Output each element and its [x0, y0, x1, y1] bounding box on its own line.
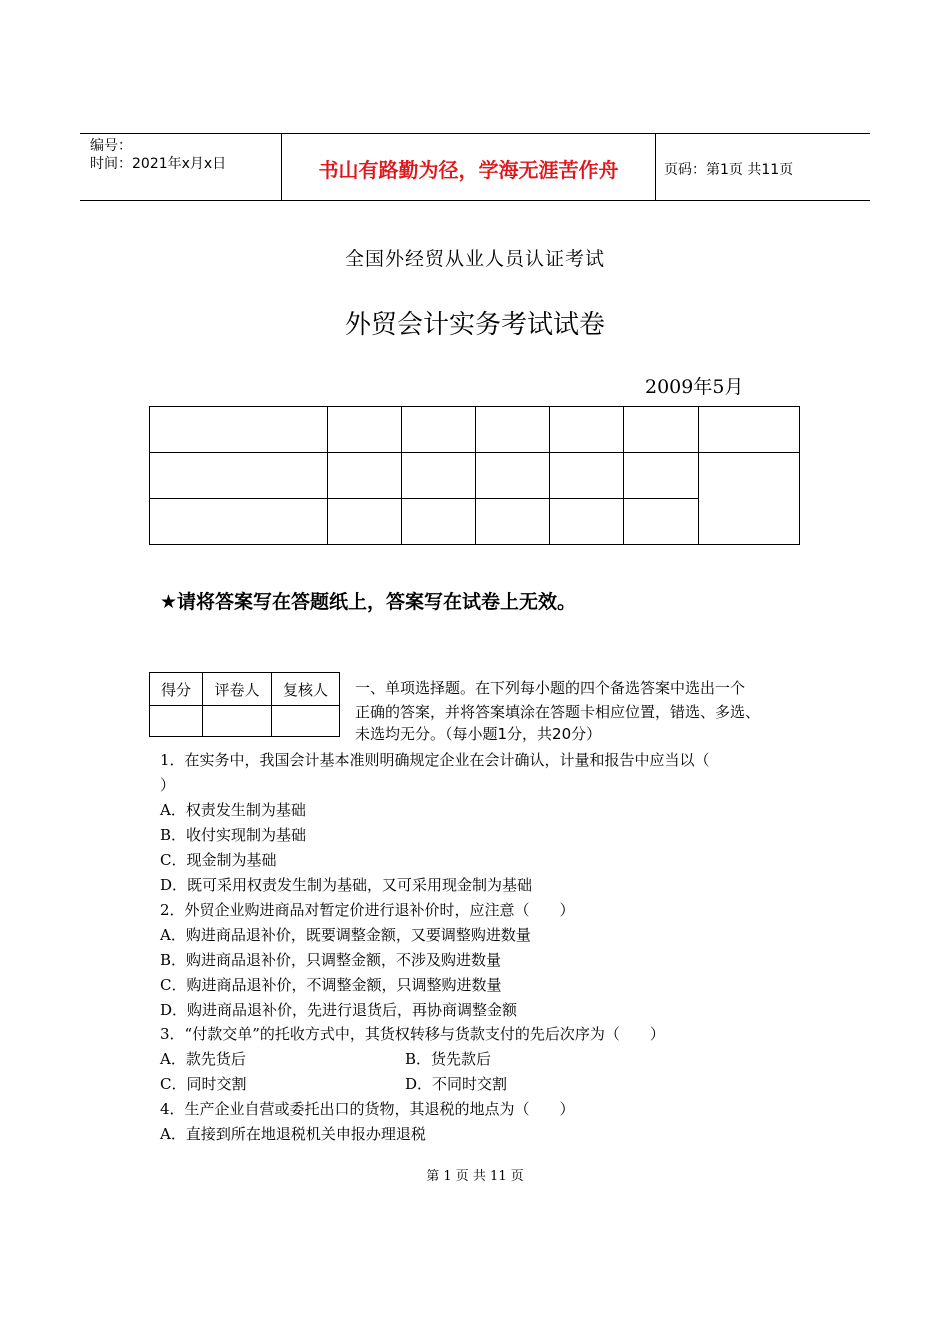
option: C．现金制为基础 [160, 851, 277, 869]
page-footer: 第 1 页 共 11 页 [426, 1169, 524, 1184]
header-meta [90, 137, 226, 173]
grader-score-header: 得分 [150, 673, 203, 706]
question-stem: 2．外贸企业购进商品对暂定价进行退补价时，应注意（ ） [160, 901, 575, 919]
score-cell [150, 407, 328, 453]
score-cell [402, 499, 476, 545]
header-page-info: 页码：第1页 共11页 [664, 162, 794, 178]
option: D．购进商品退补价，先进行退货后，再协商调整金额 [160, 1001, 518, 1019]
exam-date: 2009年5月 [645, 376, 744, 398]
exam-title: 外贸会计实务考试试卷 [344, 310, 605, 340]
option: C．同时交割 [160, 1075, 247, 1093]
header-divider [655, 133, 656, 201]
option: C．购进商品退补价，不调整金额，只调整购进数量 [160, 976, 502, 994]
score-cell [402, 407, 476, 453]
header-motto: 书山有路勤为径，学海无涯苦作舟 [318, 158, 619, 182]
score-cell [328, 453, 402, 499]
option: A．款先货后 [160, 1050, 246, 1068]
option: A．直接到所在地退税机关申报办理退税 [160, 1125, 426, 1143]
option: D．不同时交割 [405, 1075, 508, 1093]
score-cell [624, 453, 699, 499]
grader-score-cell [150, 706, 203, 737]
score-cell [476, 499, 550, 545]
time-label: 时间：2021年x月x日 [90, 156, 227, 172]
score-cell [150, 499, 328, 545]
section-1-line: 一、单项选择题。在下列每小题的四个备选答案中选出一个 [355, 679, 746, 697]
header-top-rule [80, 133, 870, 134]
score-cell [624, 407, 699, 453]
score-cell [624, 499, 699, 545]
score-cell-total [699, 453, 800, 545]
grader-name-header: 评卷人 [203, 673, 272, 706]
score-cell [328, 499, 402, 545]
score-table [149, 406, 800, 545]
option: A．权责发生制为基础 [160, 801, 306, 819]
grader-table [149, 672, 340, 737]
score-cell [476, 407, 550, 453]
score-cell [402, 453, 476, 499]
section-1-line: 正确的答案，并将答案填涂在答题卡相应位置，错选、多选、 [355, 703, 761, 721]
grader-name-cell [203, 706, 272, 737]
score-cell [476, 453, 550, 499]
reviewer-header: 复核人 [272, 673, 340, 706]
number-label: 编号： [90, 138, 132, 154]
section-1-instructions [355, 676, 815, 745]
header-bottom-rule [80, 200, 870, 201]
section-1-line: 未选均无分。（每小题1分，共20分） [355, 725, 602, 743]
score-cell [550, 453, 624, 499]
question-stem-cont: ） [160, 776, 176, 794]
question-stem: 3．“付款交单”的托收方式中，其货权转移与货款支付的先后次序为（ ） [160, 1025, 665, 1043]
answer-notice: ★请将答案写在答题纸上，答案写在试卷上无效。 [160, 591, 577, 613]
score-cell [328, 407, 402, 453]
score-cell [699, 407, 800, 453]
score-cell [150, 453, 328, 499]
exam-subtitle: 全国外经贸从业人员认证考试 [344, 248, 605, 270]
option: D．既可采用权责发生制为基础，又可采用现金制为基础 [160, 876, 533, 894]
option: A．购进商品退补价，既要调整金额，又要调整购进数量 [160, 926, 531, 944]
reviewer-cell [272, 706, 340, 737]
question-stem: 1．在实务中，我国会计基本准则明确规定企业在会计确认，计量和报告中应当以（ [160, 751, 710, 769]
option: B．购进商品退补价，只调整金额，不涉及购进数量 [160, 951, 502, 969]
score-cell [550, 407, 624, 453]
score-cell [550, 499, 624, 545]
question-stem: 4．生产企业自营或委托出口的货物，其退税的地点为（ ） [160, 1100, 575, 1118]
option: B．收付实现制为基础 [160, 826, 307, 844]
option: B．货先款后 [405, 1050, 492, 1068]
